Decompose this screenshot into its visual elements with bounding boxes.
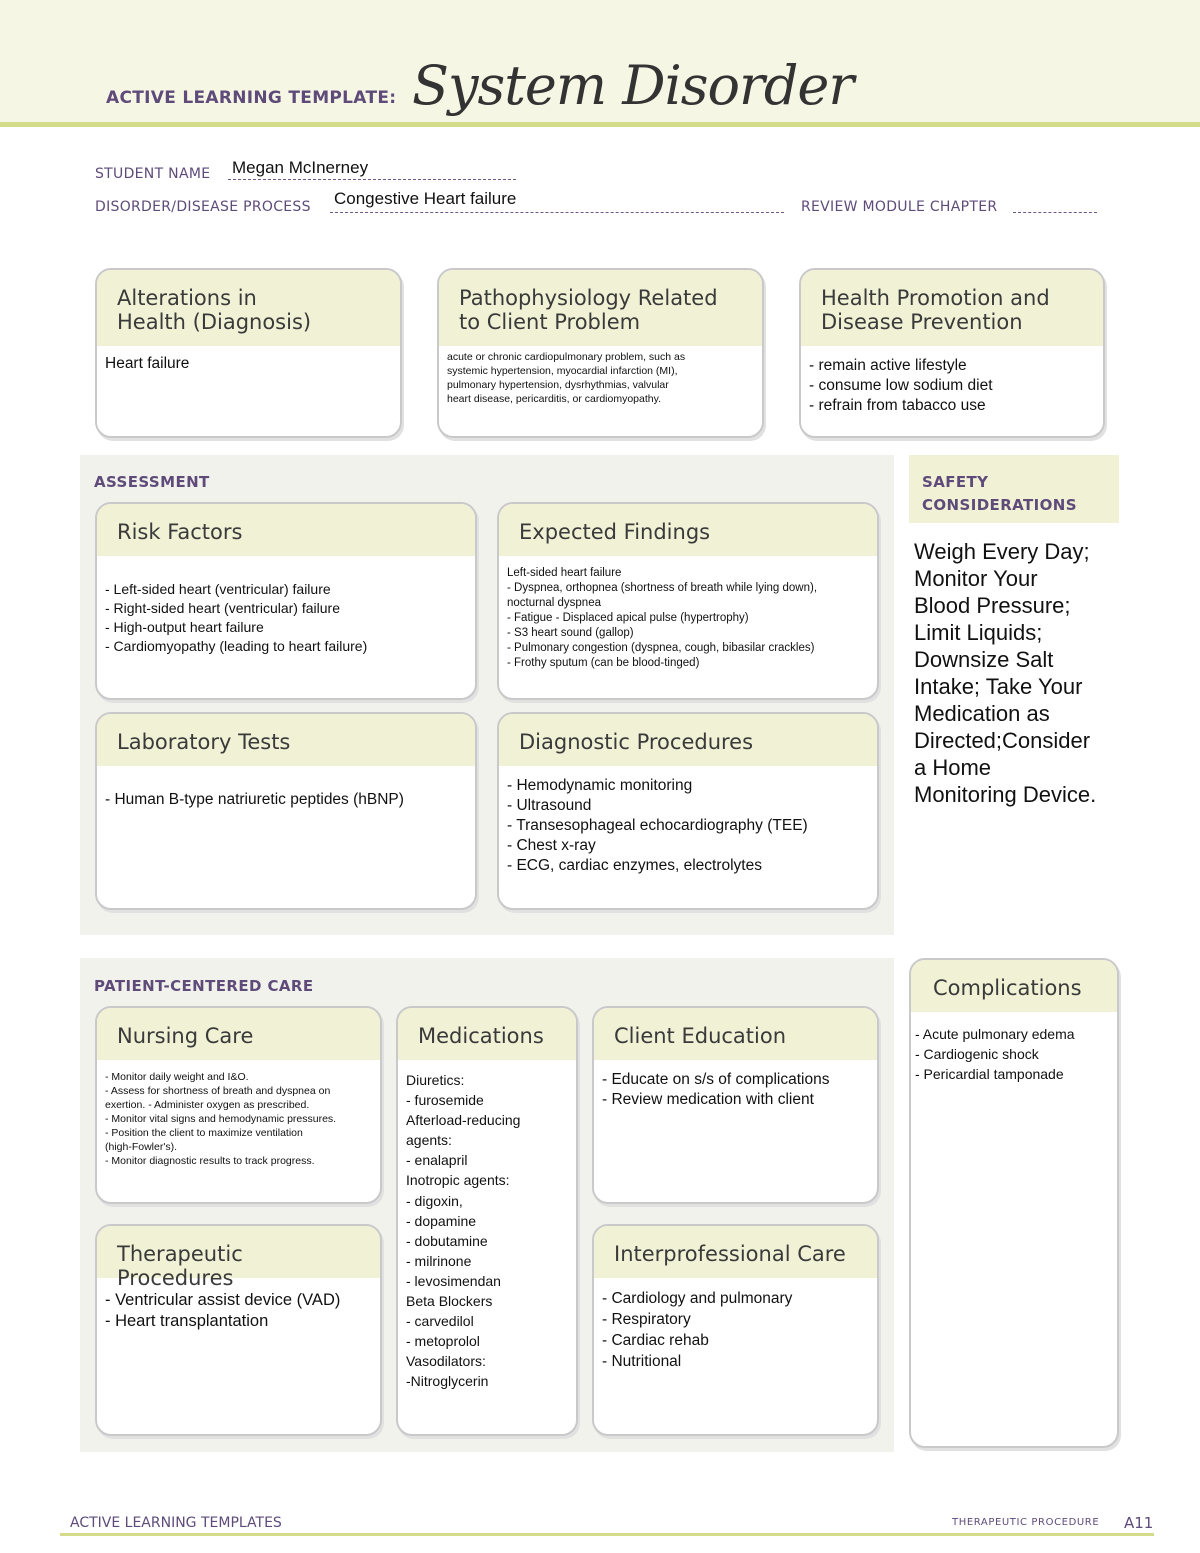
interprofessional-care-box bbox=[592, 1224, 879, 1436]
template-title: System Disorder bbox=[412, 54, 854, 117]
interprofessional-care-title: Interprofessional Care bbox=[594, 1226, 877, 1278]
therapeutic-procedures-box bbox=[95, 1224, 382, 1436]
health-promotion-content[interactable]: - remain active lifestyle - consume low sodium diet - refrain from tabacco use bbox=[809, 357, 993, 414]
health-promotion-title: Health Promotion and Disease Prevention bbox=[801, 270, 1103, 346]
disorder-line bbox=[330, 211, 784, 213]
disorder-field[interactable]: Congestive Heart failure bbox=[334, 189, 517, 208]
expected-findings-content[interactable]: Left-sided heart failure - Dyspnea, orthopnea (shortness of breath while lying down), nocturnal dyspnea - Fatigue - Displaced apical pulse (hypertrophy) - S3 heart sound (gallop) - Pulmonary congestion (dyspnea, cough, bibasilar crackles) - Frothy sputum (can be blood-tinged) bbox=[507, 567, 818, 669]
medications-content[interactable]: Diuretics: - furosemide Afterload-reducing agents: - enalapril Inotropic agents: - digoxin, - dopamine - dobutamine - milrinone - levosimendan Beta Blockers - carvedilol - metoprolol Vasodilators: -Nitroglycerin bbox=[406, 1072, 521, 1390]
laboratory-tests-box bbox=[95, 712, 477, 910]
safety-content[interactable]: Weigh Every Day; Monitor Your Blood Pressure; Limit Liquids; Downsize Salt Intake; Take Your Medication as Directed;Consider a Home Monitoring Device. bbox=[914, 539, 1097, 807]
diagnostic-procedures-content[interactable]: - Hemodynamic monitoring - Ultrasound - Transesophageal echocardiography (TEE) - Chest x-ray - ECG, cardiac enzymes, electrolytes bbox=[507, 777, 808, 874]
student-name-line bbox=[228, 178, 516, 180]
client-education-content[interactable]: - Educate on s/s of complications - Review medication with client bbox=[602, 1071, 830, 1108]
footer-right: THERAPEUTIC PROCEDURE bbox=[952, 1517, 1100, 1528]
pathophysiology-title: Pathophysiology Related to Client Problem bbox=[439, 270, 762, 346]
footer-left: ACTIVE LEARNING TEMPLATES bbox=[70, 1515, 282, 1531]
laboratory-tests-content[interactable]: - Human B-type natriuretic peptides (hBNP) bbox=[105, 791, 404, 808]
diagnostic-procedures-title: Diagnostic Procedures bbox=[499, 714, 877, 766]
template-label: ACTIVE LEARNING TEMPLATE: bbox=[106, 88, 397, 108]
footer-rule bbox=[60, 1533, 1154, 1536]
risk-factors-box bbox=[95, 502, 477, 700]
student-name-label: STUDENT NAME bbox=[95, 166, 211, 182]
alterations-title: Alterations in Health (Diagnosis) bbox=[97, 270, 400, 346]
disorder-label: DISORDER/DISEASE PROCESS bbox=[95, 199, 311, 215]
client-education-box bbox=[592, 1006, 879, 1204]
review-chapter-field[interactable] bbox=[1013, 211, 1097, 213]
alterations-content[interactable]: Heart failure bbox=[105, 355, 190, 372]
alterations-box bbox=[95, 268, 402, 438]
pathophysiology-content[interactable]: acute or chronic cardiopulmonary problem, such as systemic hypertension, myocardial infarction (MI), pulmonary hypertension, dysrhythmias, valvular heart disease, pericarditis, or cardiomyopathy. bbox=[447, 351, 686, 405]
pathophysiology-box bbox=[437, 268, 764, 438]
footer-page-number: A11 bbox=[1124, 1514, 1154, 1532]
complications-box bbox=[909, 958, 1119, 1448]
laboratory-tests-title: Laboratory Tests bbox=[97, 714, 475, 766]
expected-findings-title: Expected Findings bbox=[499, 504, 877, 556]
nursing-care-title: Nursing Care bbox=[97, 1008, 380, 1060]
nursing-care-box bbox=[95, 1006, 382, 1204]
review-chapter-label: REVIEW MODULE CHAPTER bbox=[801, 199, 998, 215]
medications-box bbox=[396, 1006, 578, 1436]
risk-factors-content[interactable]: - Left-sided heart (ventricular) failure - Right-sided heart (ventricular) failure - High-output heart failure - Cardiomyopathy (leading to heart failure) bbox=[105, 581, 368, 654]
medications-title: Medications bbox=[398, 1008, 576, 1060]
health-promotion-box bbox=[799, 268, 1105, 438]
complications-content[interactable]: - Acute pulmonary edema - Cardiogenic shock - Pericardial tamponade bbox=[915, 1026, 1075, 1082]
risk-factors-title: Risk Factors bbox=[97, 504, 475, 556]
nursing-care-content[interactable]: - Monitor daily weight and I&O. - Assess for shortness of breath and dyspnea on exertion. - Administer oxygen as prescribed. - Monitor vital signs and hemodynamic pressures. - Position the client to maximize ventilation (high-Fowler's). - Monitor diagnostic results to track progress. bbox=[105, 1071, 337, 1167]
interprofessional-care-content[interactable]: - Cardiology and pulmonary - Respiratory - Cardiac rehab - Nutritional bbox=[602, 1290, 793, 1370]
assessment-label: ASSESSMENT bbox=[94, 473, 210, 491]
student-name-field[interactable]: Megan McInerney bbox=[232, 158, 369, 177]
patient-care-label: PATIENT-CENTERED CARE bbox=[94, 977, 314, 995]
complications-title: Complications bbox=[911, 960, 1117, 1012]
therapeutic-procedures-title: Therapeutic Procedures bbox=[97, 1226, 380, 1278]
safety-label: SAFETY CONSIDERATIONS bbox=[922, 473, 1077, 514]
therapeutic-procedures-content[interactable]: - Ventricular assist device (VAD) - Heart transplantation bbox=[105, 1291, 341, 1330]
client-education-title: Client Education bbox=[594, 1008, 877, 1060]
header-rule bbox=[0, 122, 1200, 127]
diagnostic-procedures-box bbox=[497, 712, 879, 910]
expected-findings-box bbox=[497, 502, 879, 700]
